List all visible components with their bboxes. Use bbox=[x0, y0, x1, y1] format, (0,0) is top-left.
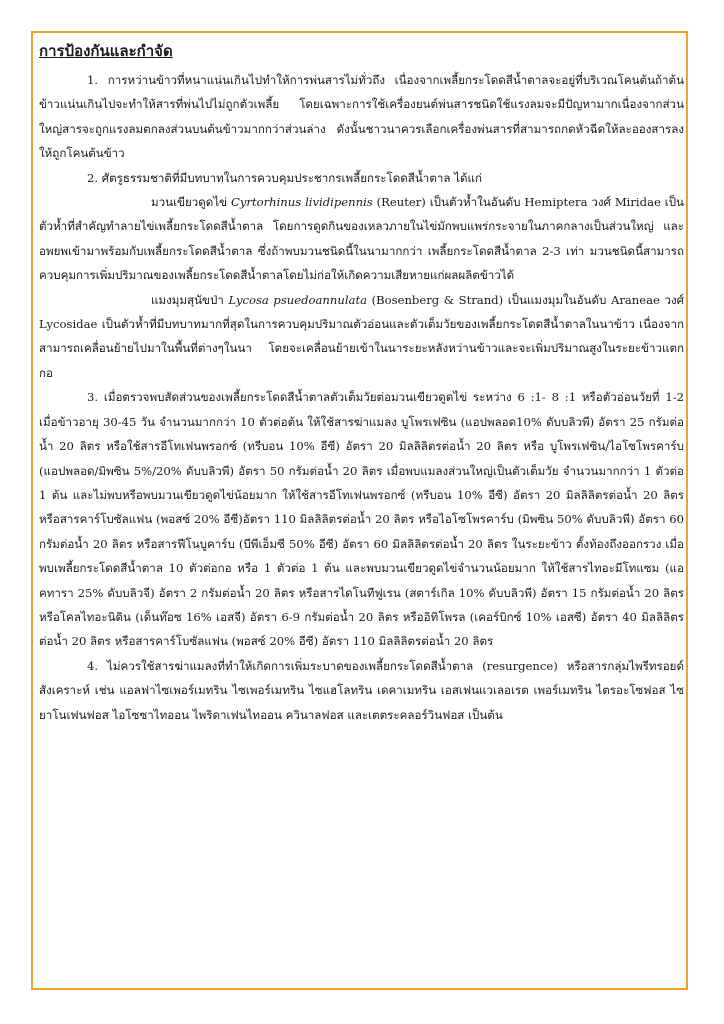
paragraph-2a bbox=[39, 190, 684, 288]
predator-name: แมงมุมสุนัขป่า bbox=[151, 292, 229, 307]
paragraph-3: 3. เมื่อตรวจพบสัดส่วนของเพลี้ยกระโดดสีน้ำตาลตัวเต็มวัยต่อมวนเขียวดูดไข่ ระหว่าง 6 :1- 8 :1 หรือตัวอ่อนวัยที่ 1-2 เมื่อข้าวอายุ 30-45 วัน จำนวนมากกว่า 10 ตัวต่อต้น ให้ใช้สารฆ่าแมลง บูโพรเฟซิน (แอปพลอด10% ดับบลิวพี) อัตรา 25 กรัมต่อน้ำ 20 ลิตร หรือใช้สารอีโทเฟนพรอกซ์ (ทรีบอน 10% อีซี) อัตรา 20 มิลลิลิตรต่อน้ำ 20 ลิตร หรือ บูโพรเฟซิน/ไอโซโพรคาร์บ (แอปพลอด/มิพซิน 5%/20% ดับบลิวพี) อัตรา 50 กรัมต่อน้ำ 20 ลิตร เมื่อพบแมลงส่วนใหญ่เป็นตัวเต็มวัย จำนวนมากกว่า 1 ตัวต่อ 1 ต้น และไม่พบหรือพบมวนเขียวดูดไข่น้อยมาก ให้ใช้สารอีโทเฟนพรอกซ์ (ทรีบอน 10% อีซี) อัตรา 20 มิลลิลิตรต่อน้ำ 20 ลิตร หรือสารคาร์โบซัลแฟน (พอสซ์ 20% อีซี)อัตรา 110 มิลลิลิตรต่อน้ำ 20 ลิตร หรือไอโซโพรคาร์บ (มิพซิน 50% ดับบลิวพี) อัตรา 60 กรัมต่อน้ำ 20 ลิตร หรือสารฟีโนบูคาร์บ (บีพีเอ็มซี 50% อีซี) อัตรา 60 มิลลิลิตรต่อน้ำ 20 ลิตร ในระยะข้าว ตั้งท้องถึงออกรวง เมื่อพบเพลี้ยกระโดดสีน้ำตาล 10 ตัวต่อกอ หรือ 1 ตัวต่อ 1 ต้น และพบมวนเขียวดูดไข่จำนวนน้อยมาก ให้ใช้สารไทอะมีโทแซม (แอคทารา 25% ดับบลิวจี) อัตรา 2 กรัมต่อน้ำ 20 ลิตร หรือสารไดโนทีฟูเรน (สตาร์เกิล 10% ดับบลิวพี) อัตรา 15 กรัมต่อน้ำ 20 ลิตร หรือโคลไทอะนิดิน (เด็นท๊อซ 16% เอสจี) อัตรา 6-9 กรัมต่อน้ำ 20 ลิตร หรืออิทิโพรล (เคอร์บิกซ์ 10% เอสซี) อัตรา 40 มิลลิลิตรต่อน้ำ 20 ลิตร หรือสารคาร์โบซัลแฟน (พอสซ์ 20% อีซี) อัตรา 110 มิลลิลิตรต่อน้ำ 20 ลิตร bbox=[39, 390, 684, 649]
paragraph-1: 1. การหว่านข้าวที่หนาแน่นเกินไปทำให้การพ่นสารไม่ทั่วถึง เนื่องจากเพลี้ยกระโดดสีน้ำตาลจะอยู่ที่บริเวณโคนต้นถ้าต้นข้าวแน่นเกินไปจะทำให้สารที่พ่นไปไม่ถูกตัวเพลี้ย โดยเฉพาะการใช้เครื่องยนต์พ่นสารชนิดใช้แรงลมจะมีปัญหามากเนื่องจากส่วนใหญ่สารจะถูกแรงลมตกลงส่วนบนต้นข้าวมากกว่าส่วนล่าง ดังนั้นชาวนาควรเลือกเครื่องพ่นสารที่สามารถกดหัวฉีดให้ละอองสารลงให้ถูกโคนต้นข้าว bbox=[39, 73, 684, 161]
paragraph-2b bbox=[39, 288, 684, 386]
paragraph-2: 2. ศัตรูธรรมชาติที่มีบทบาทในการควบคุมประชากรเพลี้ยกระโดดสีน้ำตาล ได้แก่ bbox=[87, 170, 483, 185]
document-body bbox=[39, 40, 684, 727]
species-name: Cyrtorhinus lividipennis bbox=[230, 195, 373, 210]
predator-name: มวนเขียวดูดไข่ bbox=[151, 195, 231, 210]
predator-description: (Reuter) เป็นตัวห้ำในอันดับ Hemiptera วงศ์ Miridae เป็นตัวห้ำที่สำคัญทำลายไข่เพลี้ยกระโดดสีน้ำตาล โดยการดูดกินของเหลวภายในไข่มักพบแพร่กระจายในภาคกลางเป็นส่วนใหญ่ และอพยพเข้ามาพร้อมกับเพลี้ยกระโดดสีน้ำตาล ซึ่งถ้าพบมวนชนิดนี้ในนามากกว่า เพลี้ยกระโดดสีน้ำตาล 2-3 เท่า มวนชนิดนี้สามารถควบคุมการเพิ่มปริมาณของเพลี้ยกระโดดสีน้ำตาลโดยไม่ก่อให้เกิดความเสียหายแก่ผลผลิตข้าวได้ bbox=[39, 195, 684, 283]
predator-description: (Bosenberg & Strand) เป็นแมงมุมในอันดับ Araneae วงศ์ Lycosidae เป็นตัวห้ำที่มีบทบาทมากที่สุดในการควบคุมปริมาณตัวอ่อนและตัวเต็มวัยของเพลี้ยกระโดดสีน้ำตาลในนาข้าว เนื่องจากสามารถเคลื่อนย้ายไปมาในพื้นที่ต่างๆในนา โดยจะเคลื่อนย้ายเข้าในนาระยะหลังหว่านข้าวและจะเพิ่มปริมาณสูงในระยะข้าวแตกกอ bbox=[39, 292, 685, 380]
section-heading: การป้องกันและกำจัด bbox=[39, 42, 173, 60]
species-name: Lycosa psuedoannulata bbox=[228, 292, 368, 307]
paragraph-4: 4. ไม่ควรใช้สารฆ่าแมลงที่ทำให้เกิดการเพิ่มระบาดของเพลี้ยกระโดดสีน้ำตาล (resurgence) หรือสารกลุ่มไพรีทรอยด์สังเคราะห์ เช่น แอลฟาไซเพอร์เมทริน ไซเพอร์เมทริน ไซแฮโลทริน เดคาเมทริน เอสเฟนแวเลอเรต เพอร์เมทริน ไตรอะโซฟอส ไซยาโนเฟนฟอส ไอโซซาไทออน ไพริดาเฟนไทออน ควินาลฟอส และเตตระคลอร์วินฟอส เป็นต้น bbox=[39, 658, 684, 722]
